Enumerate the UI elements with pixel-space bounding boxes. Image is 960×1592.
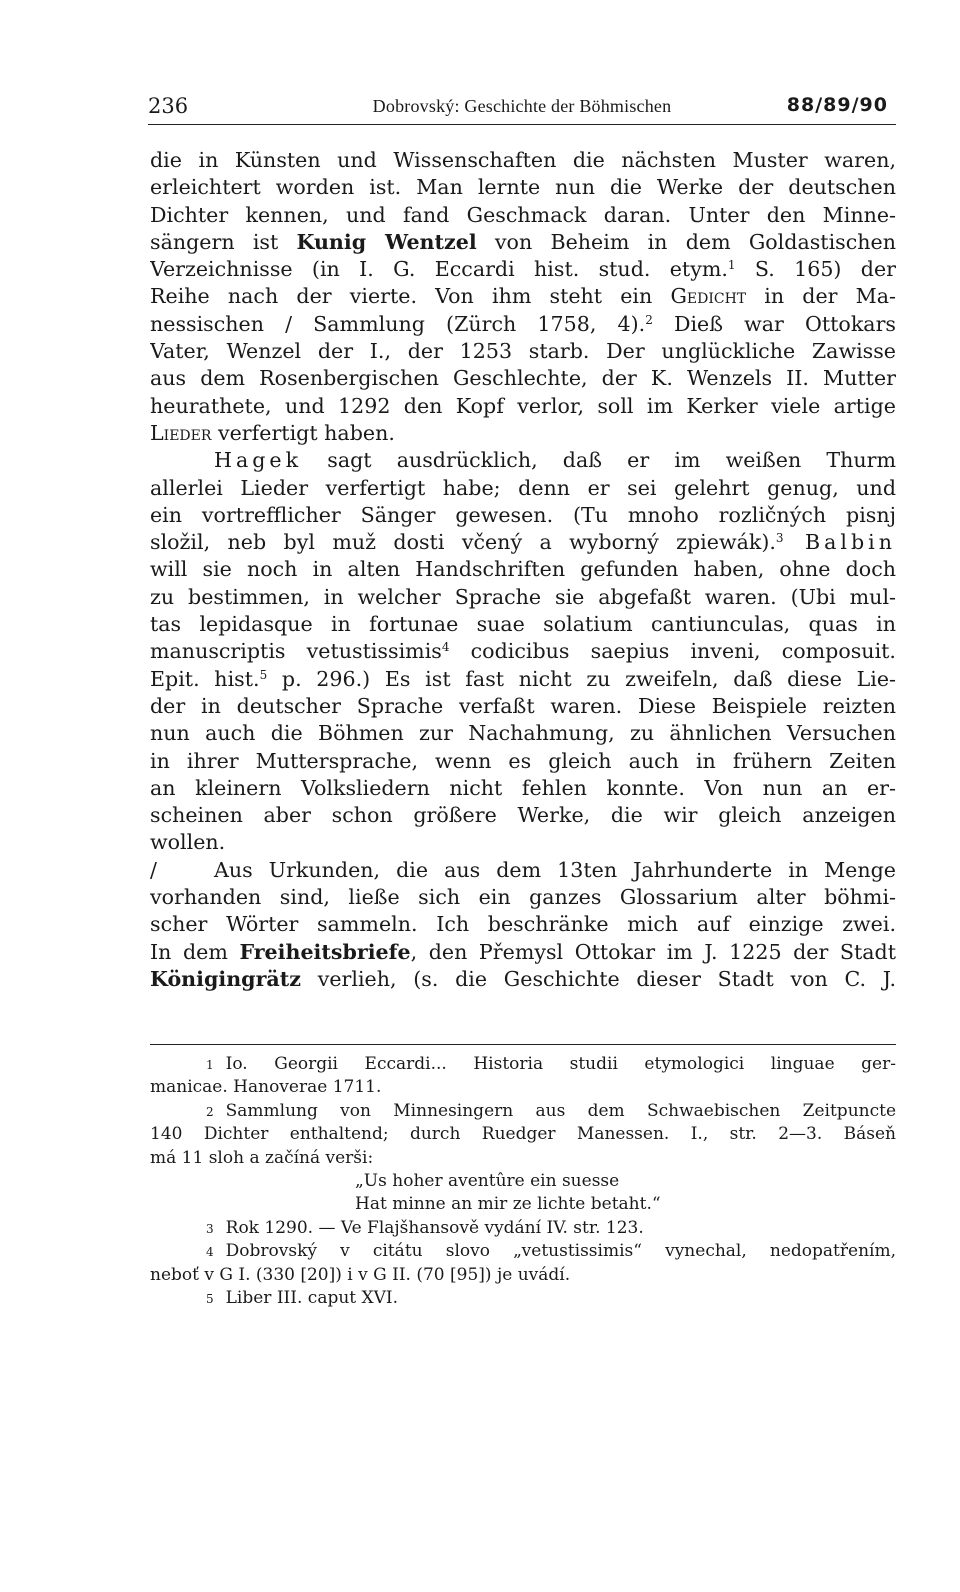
text-line bbox=[150, 720, 896, 747]
text-line bbox=[150, 666, 896, 693]
line-text: Dieß war Ottokars bbox=[652, 311, 896, 336]
text-line bbox=[150, 748, 896, 775]
text-line bbox=[150, 256, 896, 283]
footnote-line bbox=[150, 1170, 896, 1193]
footnote-number: 2 bbox=[206, 1104, 214, 1119]
text-line bbox=[150, 966, 896, 993]
footnote-line bbox=[150, 1264, 896, 1287]
text-line bbox=[150, 939, 896, 966]
footnote-text: „Us hoher aventûre ein suesse bbox=[355, 1170, 620, 1191]
line-text: ein vortrefflicher Sänger gewesen. (Tu mnoho rozličných pisnj bbox=[150, 502, 896, 527]
line-text: Aus Urkunden, die aus dem 13ten Jahrhunderte in Menge bbox=[214, 857, 896, 882]
footnote-line bbox=[150, 1240, 896, 1263]
footnotes bbox=[150, 1053, 896, 1310]
footnote-rule bbox=[150, 1044, 896, 1045]
text-line bbox=[150, 584, 896, 611]
text-line bbox=[150, 693, 896, 720]
line-text: S. 165) der bbox=[735, 257, 896, 282]
text-line bbox=[150, 502, 896, 529]
line-text: scheinen aber schon größere Werke, die wir gleich anzeigen bbox=[150, 803, 896, 828]
text-line bbox=[150, 229, 896, 256]
line-text: Reihe nach der vierte. Von ihm steht ein bbox=[150, 284, 671, 309]
text-line bbox=[150, 529, 896, 556]
text-line bbox=[150, 802, 896, 829]
spaced-name: Balbin bbox=[783, 530, 896, 555]
footnote-text: má 11 sloh a začíná verši: bbox=[150, 1147, 374, 1168]
text-line bbox=[150, 884, 896, 911]
running-title: Dobrovský: Geschichte der Böhmischen bbox=[372, 96, 672, 116]
folio-marker: 88/89/90 bbox=[786, 94, 888, 116]
line-text: nun auch die Böhmen zur Nachahmung, zu ähnlichen Versuchen bbox=[150, 721, 896, 746]
footnote-ref: 4 bbox=[441, 640, 450, 655]
line-text: Vater, Wenzel der I., der 1253 starb. Der unglückliche Zawisse bbox=[150, 339, 896, 364]
line-text: an kleinern Volksliedern nicht fehlen konnte. Von nun an er- bbox=[150, 775, 896, 800]
text-line bbox=[150, 857, 896, 884]
line-text: manuscriptis vetustissimis bbox=[150, 639, 442, 664]
line-text: složil, neb byl muž dosti včený a wyborný zpiewák). bbox=[150, 530, 776, 555]
text-line bbox=[150, 556, 896, 583]
small-caps-term: Lieder bbox=[150, 420, 212, 445]
text-line bbox=[150, 775, 896, 802]
line-text: tas lepidasque in fortunae suae solatium cantiunculas, quas in bbox=[150, 612, 896, 637]
text-line bbox=[150, 283, 896, 310]
line-text: sängern ist bbox=[150, 229, 297, 254]
footnote-text: manicae. Hanoverae 1711. bbox=[150, 1077, 382, 1098]
line-text: zu bestimmen, in welcher Sprache sie abgefaßt waren. (Ubi mul- bbox=[150, 584, 896, 609]
footnote-text: 140 Dichter enthaltend; durch Ruedger Manessen. I., str. 2—3. Báseň bbox=[150, 1124, 896, 1145]
footnote-text: Liber III. caput XVI. bbox=[225, 1287, 399, 1308]
footnote-line bbox=[150, 1287, 896, 1310]
line-text: Dichter kennen, und fand Geschmack daran. Unter den Minne- bbox=[150, 202, 896, 227]
footnote-number: 5 bbox=[206, 1291, 214, 1306]
line-text: in ihrer Muttersprache, wenn es gleich auch in frühern Zeiten bbox=[150, 748, 896, 773]
footnote-line bbox=[150, 1123, 896, 1146]
text-line bbox=[150, 338, 896, 365]
text-line bbox=[150, 447, 896, 474]
footnote-text: Sammlung von Minnesingern aus dem Schwaebischen Zeitpuncte bbox=[225, 1100, 896, 1121]
footnote-number: 3 bbox=[206, 1221, 214, 1236]
line-text: die in Künsten und Wissenschaften die nächsten Muster waren, bbox=[150, 148, 896, 172]
footnote-text: Rok 1290. — Ve Flajšhansově vydání IV. str. 123. bbox=[225, 1217, 644, 1238]
footnote-text: Io. Georgii Eccardi... Historia studii etymologici linguae ger- bbox=[225, 1054, 896, 1074]
text-line bbox=[150, 638, 896, 665]
bold-term: Königingrätz bbox=[150, 966, 301, 991]
line-text: in der Ma- bbox=[746, 284, 896, 309]
line-text: Verzeichnisse (in I. G. Eccardi hist. stud. etym. bbox=[150, 257, 728, 282]
footnote-text: Dobrovský v citátu slovo „vetustissimis“ vynechal, nedopatřením, bbox=[225, 1241, 896, 1262]
line-text: heurathete, und 1292 den Kopf verlor, soll im Kerker viele artige bbox=[150, 393, 896, 418]
text-line bbox=[150, 393, 896, 420]
text-line bbox=[150, 365, 896, 392]
line-text: nessischen / Sammlung (Zürch 1758, 4). bbox=[150, 311, 646, 336]
line-text: sagt ausdrücklich, daß er im weißen Thurm bbox=[302, 448, 896, 473]
line-text: In dem bbox=[150, 939, 240, 964]
line-text: scher Wörter sammeln. Ich beschränke mich auf einzige zwei. bbox=[150, 912, 896, 937]
page-header bbox=[148, 94, 896, 125]
footnote-ref: 5 bbox=[259, 667, 268, 682]
line-text: aus dem Rosenbergischen Geschlechte, der K. Wenzels II. Mutter bbox=[150, 366, 896, 391]
line-text: verfertigt haben. bbox=[211, 420, 395, 445]
text-line bbox=[150, 829, 896, 856]
text-line bbox=[150, 911, 896, 938]
text-line bbox=[150, 174, 896, 201]
text-line bbox=[150, 202, 896, 229]
footnote-number: 1 bbox=[206, 1058, 214, 1072]
line-text: erleichtert worden ist. Man lernte nun die Werke der deutschen bbox=[150, 175, 896, 200]
line-text: vorhanden sind, ließe sich ein ganzes Glossarium alter böhmi- bbox=[150, 885, 896, 910]
bold-term: Kunig Wentzel bbox=[296, 229, 477, 254]
line-text: der in deutscher Sprache verfaßt waren. Diese Beispiele reizten bbox=[150, 693, 896, 718]
line-text: p. 296.) Es ist fast nicht zu zweifeln, daß diese Lie- bbox=[267, 666, 896, 691]
line-text: Epit. hist. bbox=[150, 666, 260, 691]
line-text: allerlei Lieder verfertigt habe; denn er sei gelehrt genug, und bbox=[150, 475, 896, 500]
bold-term: Freiheitsbriefe bbox=[239, 939, 411, 964]
main-text bbox=[150, 147, 896, 993]
footnote-number: 4 bbox=[206, 1245, 214, 1260]
footnote-text: Hat minne an mir ze lichte betaht.“ bbox=[355, 1194, 661, 1215]
line-text: von Beheim in dem Goldastischen bbox=[476, 229, 896, 254]
small-caps-term: Gedicht bbox=[670, 284, 747, 309]
text-line bbox=[150, 611, 896, 638]
text-line bbox=[150, 475, 896, 502]
footnote-line bbox=[150, 1076, 896, 1099]
footnote-line bbox=[150, 1100, 896, 1123]
text-line bbox=[150, 420, 896, 447]
line-text: , den Přemysl Ottokar im J. 1225 der Stadt bbox=[410, 939, 896, 964]
spaced-name: Hagek bbox=[214, 448, 303, 473]
text-line bbox=[150, 147, 896, 174]
footnote-line bbox=[150, 1193, 896, 1216]
line-text: will sie noch in alten Handschriften gefunden haben, ohne doch bbox=[150, 557, 896, 582]
text-line bbox=[150, 311, 896, 338]
line-text: wollen. bbox=[150, 830, 226, 855]
footnote-ref: 2 bbox=[645, 312, 653, 327]
footnote-ref: 1 bbox=[727, 258, 736, 273]
footnote-line bbox=[150, 1217, 896, 1240]
footnote-line bbox=[150, 1147, 896, 1170]
footnote-line bbox=[150, 1053, 896, 1076]
footnote-text: neboť v G I. (330 [20]) i v G II. (70 [95]) je uvádí. bbox=[150, 1264, 571, 1285]
page-break-marker: / bbox=[150, 857, 157, 882]
page-number: 236 bbox=[148, 94, 189, 118]
footnote-ref: 3 bbox=[775, 531, 784, 546]
line-text: codicibus saepius inveni, composuit. bbox=[449, 639, 896, 664]
line-text: verlieh, (s. die Geschichte dieser Stadt von C. J. bbox=[300, 966, 896, 991]
